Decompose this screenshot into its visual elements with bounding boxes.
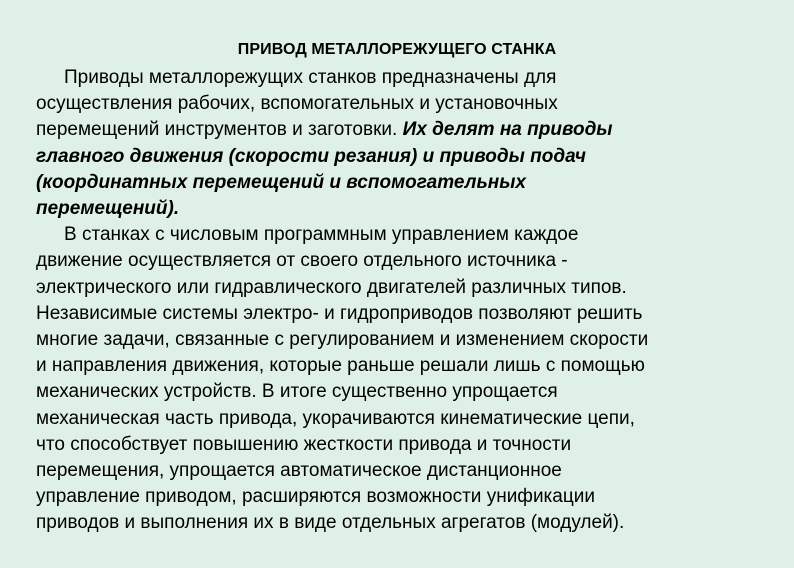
paragraph-2-line-4: Независимые системы электро- и гидроприводов позволяют решить [36, 302, 643, 324]
paragraph-1 [36, 65, 756, 222]
paragraph-1-line-6: перемещений). [36, 198, 180, 220]
paragraph-2-line-8: механическая часть привода, укорачиваются кинематические цепи, [36, 407, 635, 429]
paragraph-1-emphasis-start: Их делят на приводы [402, 119, 613, 141]
paragraph-2-line-6: и направления движения, которые раньше решали лишь с помощью [36, 355, 645, 377]
paragraph-2-line-7: механических устройств. В итоге существенно упрощается [36, 381, 558, 403]
paragraph-2-line-11: управление приводом, расширяются возможности унификации [36, 486, 595, 508]
paragraph-2-line-2: движение осуществляется от своего отдельного источника - [36, 250, 568, 272]
paragraph-2-line-5: многие задачи, связанные с регулированием и изменением скорости [36, 329, 649, 351]
paragraph-1-line-3-text: перемещений инструментов и заготовки. [36, 119, 403, 141]
paragraph-1-line-1: Приводы металлорежущих станков предназначены для [64, 67, 557, 88]
paragraph-2-line-9: что способствует повышению жесткости привода и точности [36, 433, 572, 455]
paragraph-2-line-12: приводов и выполнения их в виде отдельных агрегатов (модулей). [36, 512, 625, 534]
paragraph-2-line-10: перемещения, упрощается автоматическое дистанционное [36, 460, 562, 482]
paragraph-1-line-2: осуществления рабочих, вспомогательных и установочных [36, 93, 558, 115]
paragraph-1-line-5: (координатных перемещений и вспомогательных [36, 171, 527, 193]
paragraph-1-line-3 [36, 117, 756, 143]
slide-title: ПРИВОД МЕТАЛЛОРЕЖУЩЕГО СТАНКА [237, 41, 557, 58]
paragraph-2 [36, 222, 756, 536]
slide-body [36, 65, 756, 537]
paragraph-2-line-1: В станках с числовым программным управлением каждое [64, 224, 579, 246]
paragraph-1-line-4: главного движения (скорости резания) и приводы подач [36, 145, 587, 167]
paragraph-2-line-3: электрического или гидравлического двигателей различных типов. [36, 276, 627, 298]
